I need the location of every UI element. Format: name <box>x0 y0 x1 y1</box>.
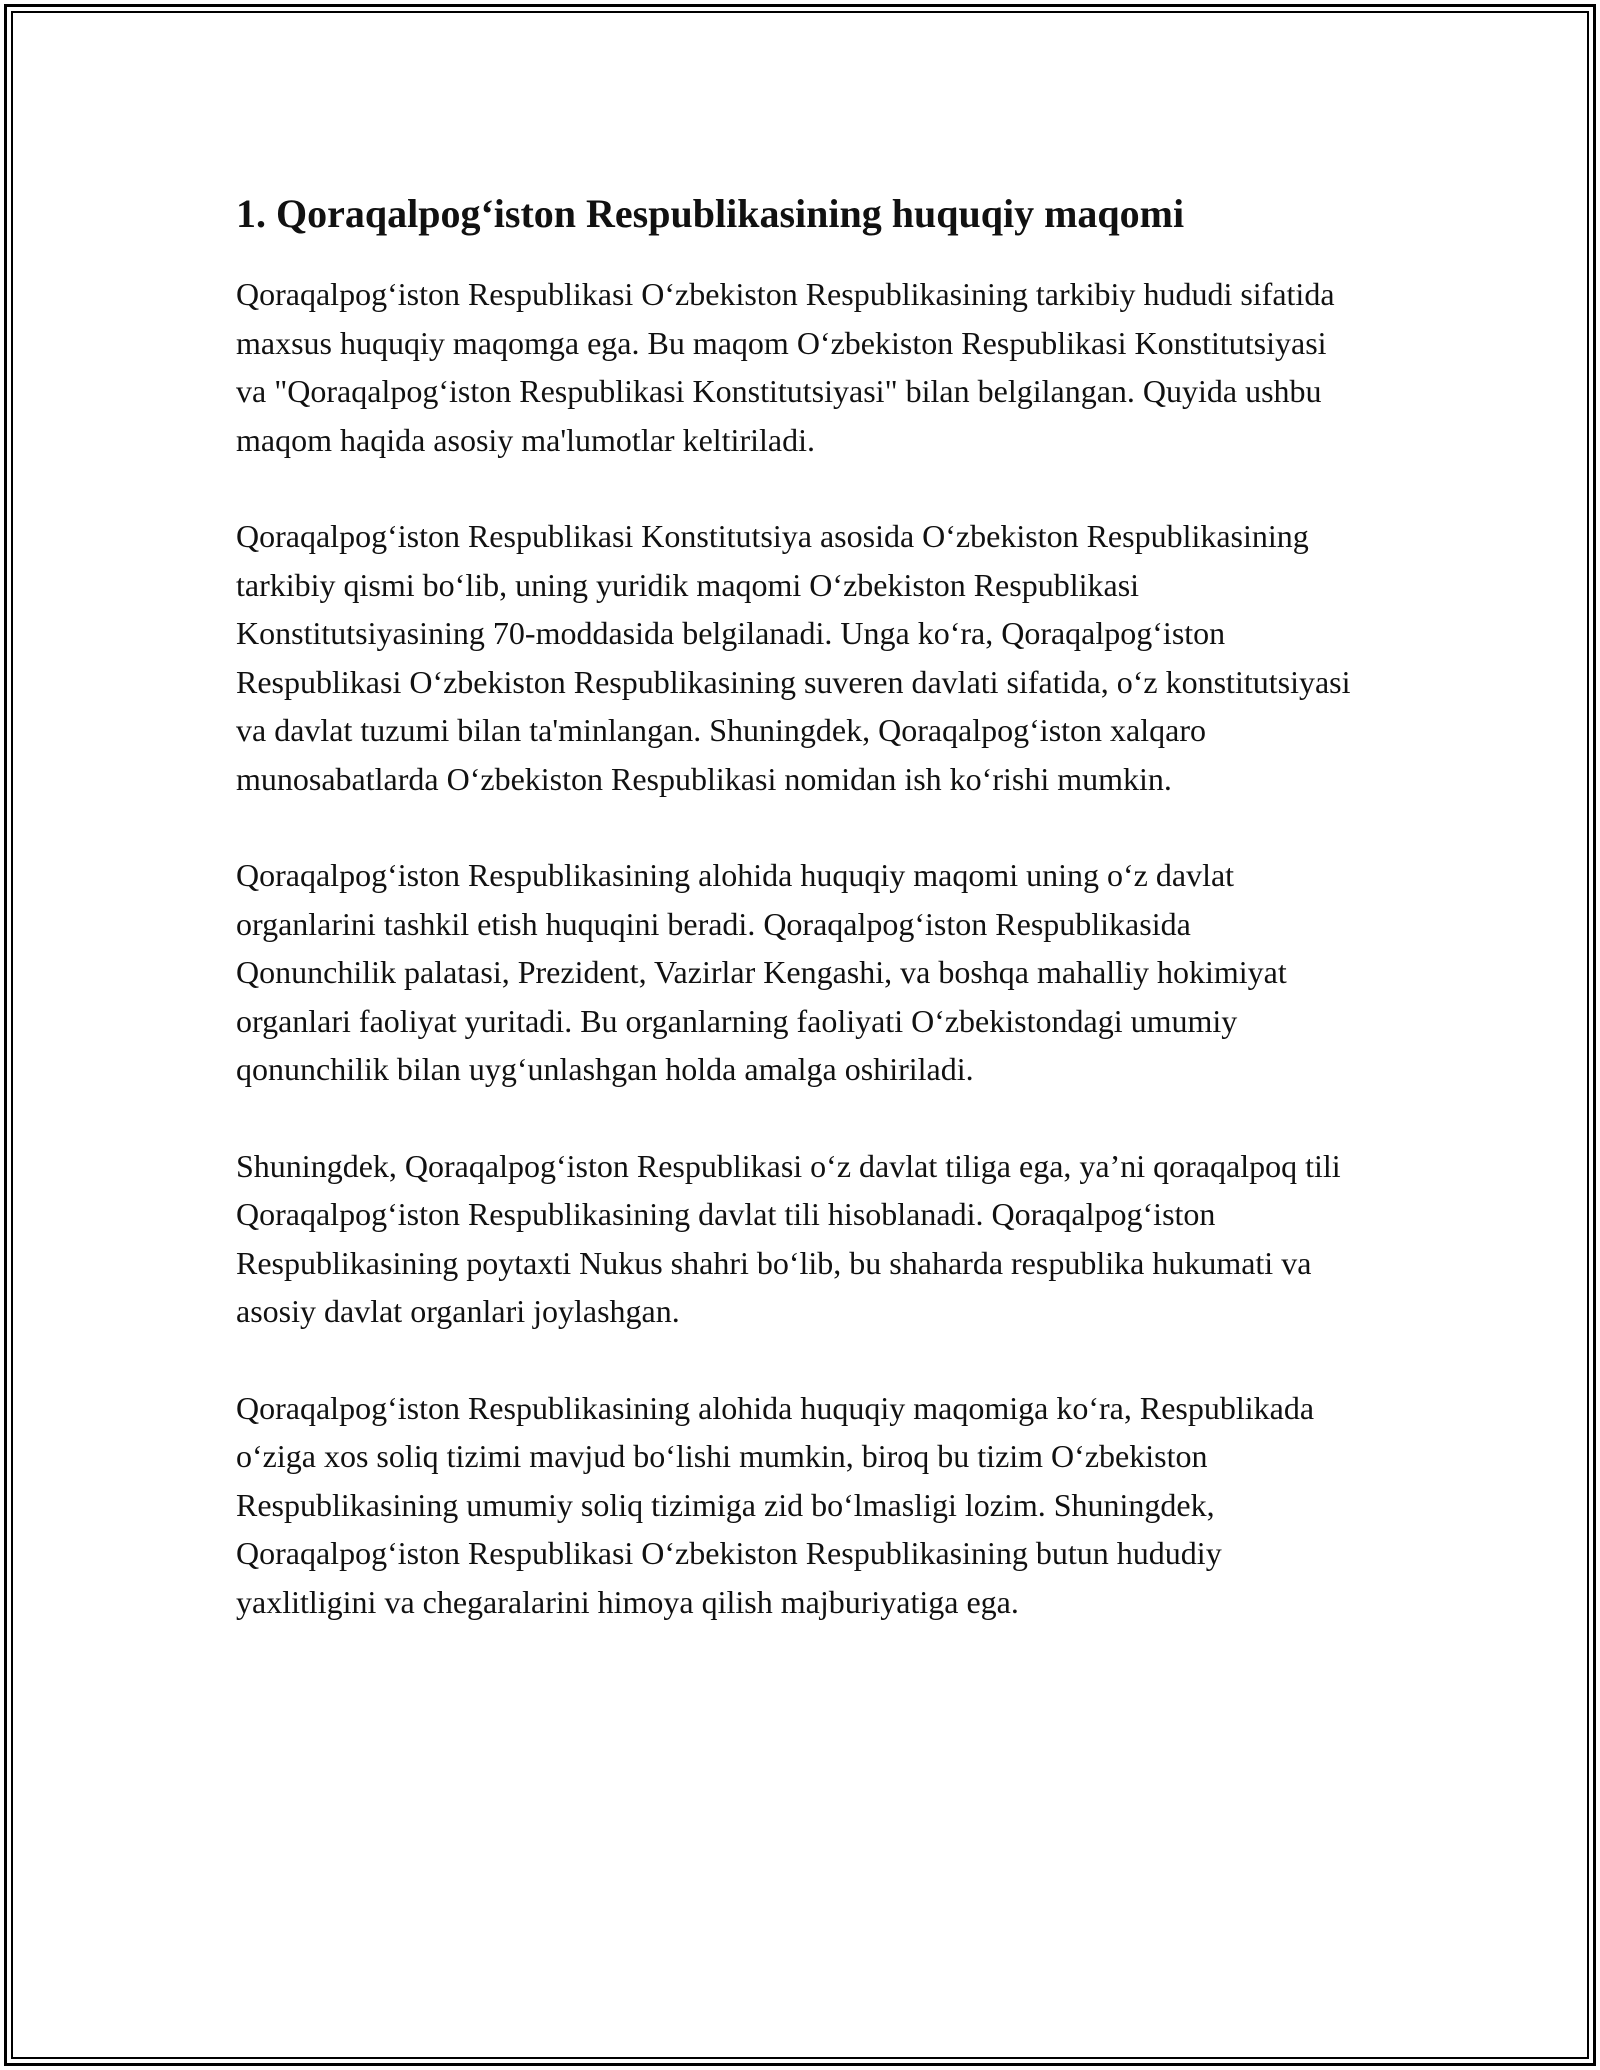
paragraph-2: Qoraqalpog‘iston Respublikasi Konstitutsiya asosida O‘zbekiston Respublikasining tarkibiy qismi bo‘lib, uning yuridik maqomi O‘zbekiston Respublikasi Konstitutsiyasining 70-moddasida belgilanadi. Unga ko‘ra, Qoraqalpog‘iston Respublikasi O‘zbekiston Respublikasining suveren davlati sifatida, o‘z konstitutsiyasi va davlat tuzumi bilan ta'minlangan. Shuningdek, Qoraqalpog‘iston xalqaro munosabatlarda O‘zbekiston Respublikasi nomidan ish ko‘rishi mumkin. <box>236 518 1351 797</box>
paragraph-3: Qoraqalpog‘iston Respublikasining alohida huquqiy maqomi uning o‘z davlat organlarini tashkil etish huquqini beradi. Qoraqalpog‘iston Respublikasida Qonunchilik palatasi, Prezident, Vazirlar Kengashi, va boshqa mahalliy hokimiyat organlari faoliyat yuritadi. Bu organlarning faoliyati O‘zbekistondagi umumiy qonunchilik bilan uyg‘unlashgan holda amalga oshiriladi. <box>236 857 1287 1087</box>
paragraph-4: Shuningdek, Qoraqalpog‘iston Respublikasi o‘z davlat tiliga ega, ya’ni qoraqalpoq tili Qoraqalpog‘iston Respublikasining davlat tili hisoblanadi. Qoraqalpog‘iston Respublikasining poytaxti Nukus shahri bo‘lib, bu shaharda respublika hukumati va asosiy davlat organlari joylashgan. <box>236 1147 1341 1329</box>
paragraph-5: Qoraqalpog‘iston Respublikasining alohida huquqiy maqomiga ko‘ra, Respublikada o‘ziga xos soliq tizimi mavjud bo‘lishi mumkin, biroq bu tizim O‘zbekiston Respublikasining umumiy soliq tizimiga zid bo‘lmasligi lozim. Shuningdek, Qoraqalpog‘iston Respublikasi O‘zbekiston Respublikasining butun hududiy yaxlitligini va chegaralarini himoya qilish majburiyatiga ega. <box>236 1389 1315 1620</box>
paragraph-1: Qoraqalpog‘iston Respublikasi O‘zbekiston Respublikasining tarkibiy hududi sifatida maxsus huquqiy maqomga ega. Bu maqom O‘zbekiston Respublikasi Konstitutsiyasi va "Qoraqalpog‘iston Respublikasi Konstitutsiyasi" bilan belgilangan. Quyida ushbu maqom haqida asosiy ma'lumotlar keltiriladi. <box>236 276 1335 458</box>
page-title: 1. Qoraqalpog‘iston Respublikasining huquqiy maqomi <box>236 191 1185 236</box>
document-body <box>236 186 1356 1674</box>
